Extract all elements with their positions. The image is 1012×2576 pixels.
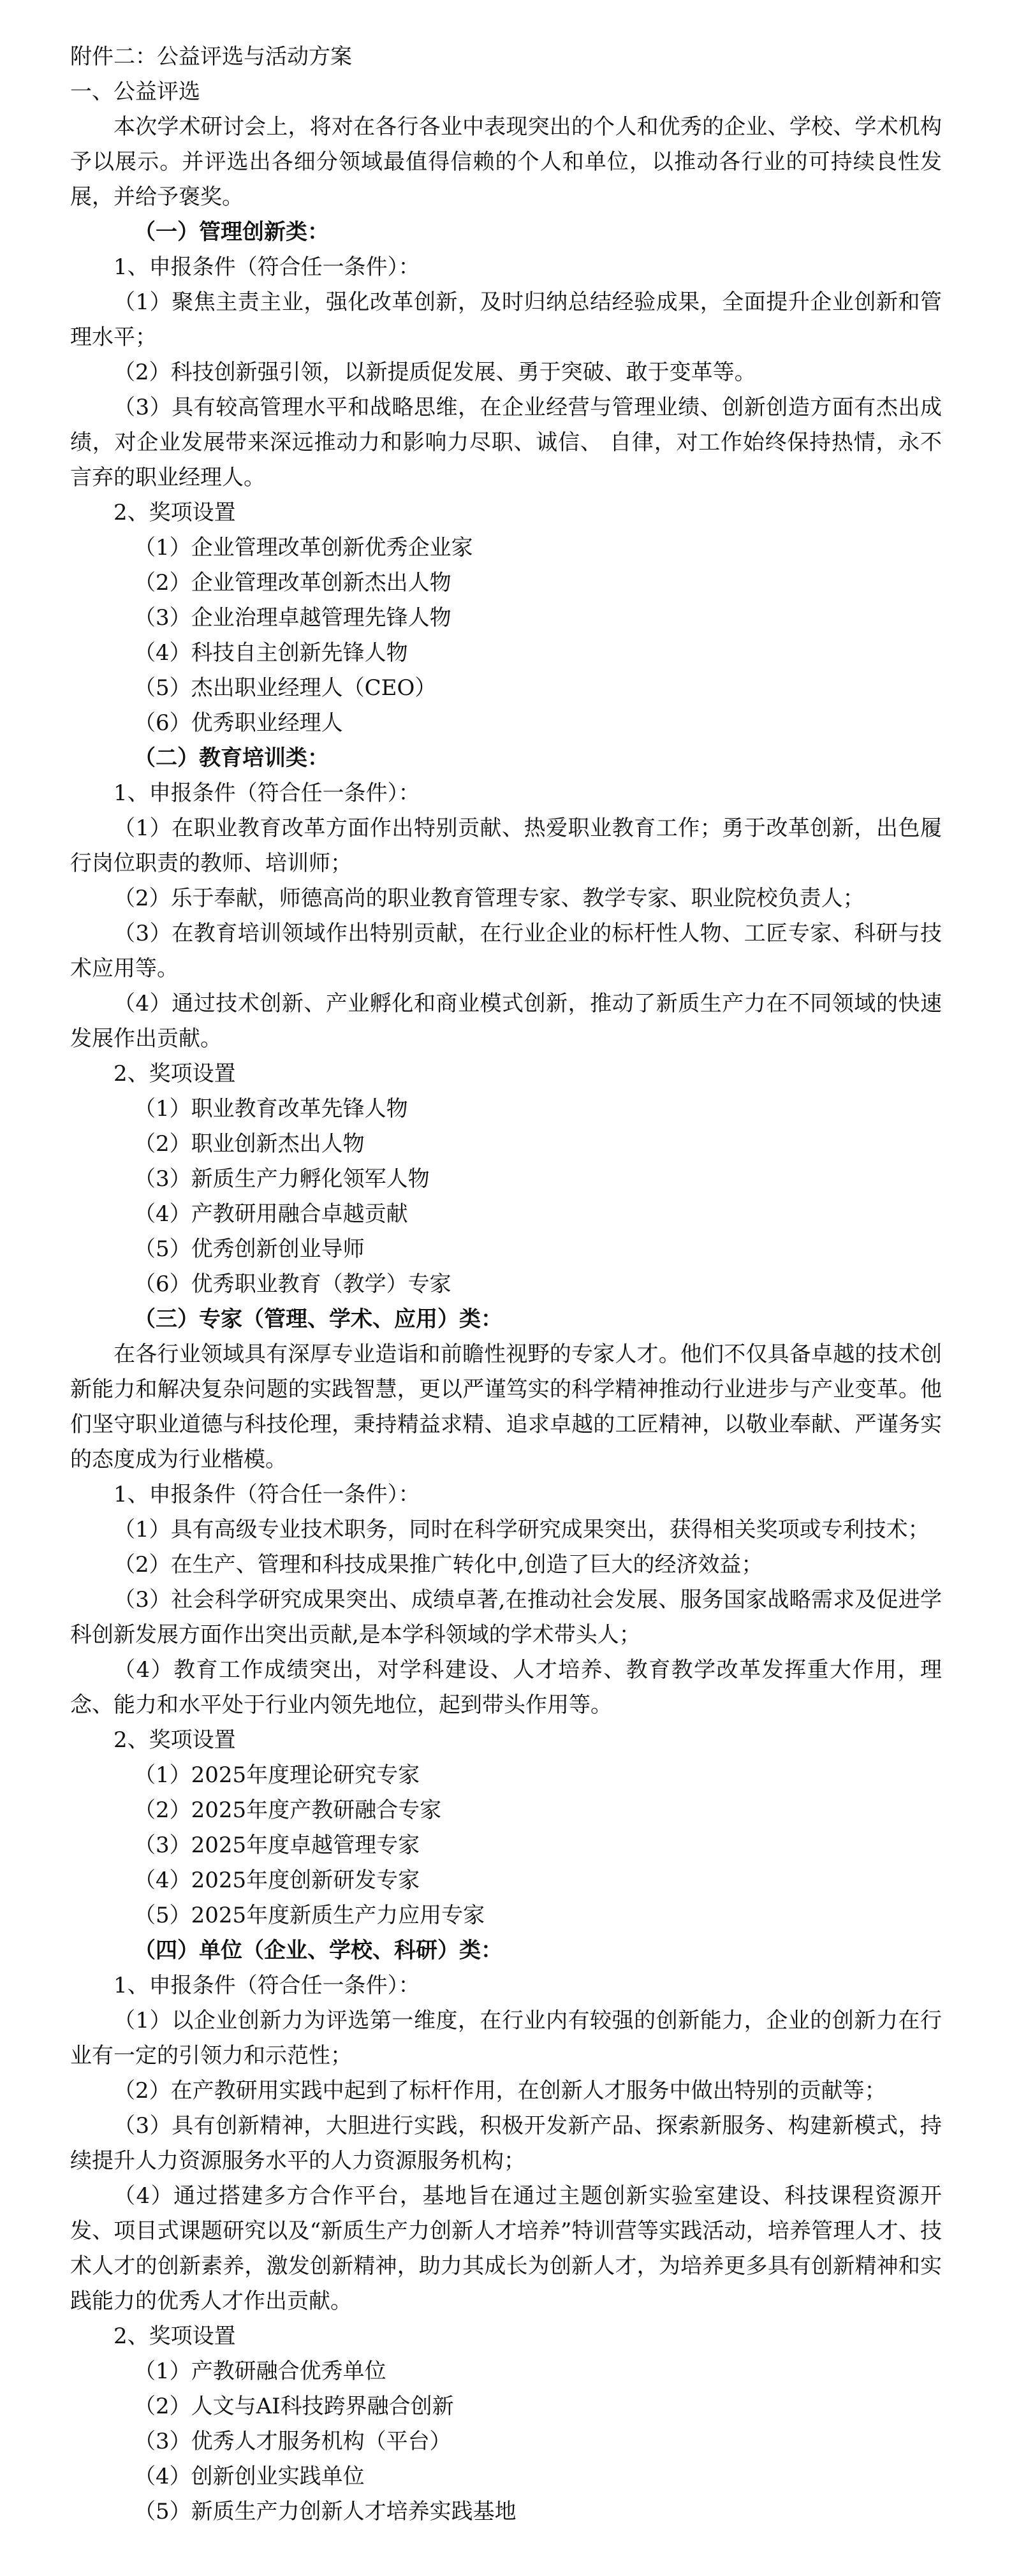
award-item: （1）产教研融合优秀单位 — [134, 2359, 386, 2384]
award-item: （2）企业管理改革创新杰出人物 — [134, 570, 451, 596]
award-item: （1）2025年度理论研究专家 — [134, 1762, 420, 1788]
condition-item: （2）在产教研用实践中起到了标杆作用，在创新人才服务中做出特别的贡献等； — [114, 2078, 886, 2104]
award-item: （5）杰出职业经理人（CEO） — [134, 675, 437, 701]
condition-item: （3）具有创新精神，大胆进行实践，积极开发新产品、探索新服务、构建新模式，持续提升人力资源服务水平的人力资源服务机构； — [70, 2113, 942, 2174]
condition-item: （4）通过技术创新、产业孵化和商业模式创新，推动了新质生产力在不同领域的快速发展作出贡献。 — [70, 991, 942, 1051]
award-item: （3）新质生产力孵化领军人物 — [134, 1166, 430, 1192]
category-intro: 在各行业领域具有深厚专业造诣和前瞻性视野的专家人才。他们不仅具备卓越的技术创新能力和解决复杂问题的实践智慧，更以严谨笃实的科学精神推动行业进步与产业变革。他们坚守职业道德与科技伦理，秉持精益求精、追求卓越的工匠精神，以敬业奉献、严谨务实的态度成为行业楷模。 — [70, 1342, 942, 1472]
award-title: 2、奖项设置 — [114, 1061, 236, 1087]
category-heading: （二）教育培训类： — [134, 745, 329, 771]
award-item: （5）优秀创新创业导师 — [134, 1236, 365, 1262]
award-item: （1）职业教育改革先锋人物 — [134, 1096, 408, 1122]
condition-item: （2）在生产、管理和科技成果推广转化中,创造了巨大的经济效益； — [114, 1552, 763, 1577]
award-title: 2、奖项设置 — [114, 500, 236, 525]
condition-item: （4）通过搭建多方合作平台，基地旨在通过主题创新实验室建设、科技课程资源开发、项目式课题研究以及“新质生产力创新人才培养”特训营等实践活动，培养管理人才、技术人才的创新素养，激发创新精神，助力其成长为创新人才，为培养更多具有创新精神和实践能力的优秀人才作出贡献。 — [70, 2183, 942, 2314]
award-item: （2）职业创新杰出人物 — [134, 1131, 365, 1157]
condition-item: （2）乐于奉献，师德高尚的职业教育管理专家、教学专家、职业院校负责人； — [114, 886, 865, 911]
condition-item: （1）聚焦主责主业，强化改革创新，及时归纳总结经验成果，全面提升企业创新和管理水平； — [70, 289, 942, 350]
category-heading: （三）专家（管理、学术、应用）类： — [134, 1306, 502, 1332]
award-item: （4）创新创业实践单位 — [134, 2464, 365, 2489]
intro-paragraph: 本次学术研讨会上，将对在各行各业中表现突出的个人和优秀的企业、学校、学术机构予以展示。并评选出各细分领域最值得信赖的个人和单位，以推动各行业的可持续良性发展，并给予褒奖。 — [70, 114, 942, 210]
condition-title: 1、申报条件（符合任一条件）： — [114, 254, 420, 280]
condition-title: 1、申报条件（符合任一条件）： — [114, 1482, 420, 1507]
award-item: （3）2025年度卓越管理专家 — [134, 1833, 420, 1858]
condition-item: （4）教育工作成绩突出，对学科建设、人才培养、教育教学改革发挥重大作用，理念、能力和水平处于行业内领先地位，起到带头作用等。 — [70, 1657, 942, 1718]
award-item: （3）优秀人才服务机构（平台） — [134, 2429, 451, 2454]
award-item: （2）人文与AI科技跨界融合创新 — [134, 2394, 454, 2419]
award-item: （6）优秀职业经理人 — [134, 710, 343, 736]
condition-title: 1、申报条件（符合任一条件）： — [114, 1973, 420, 1998]
award-title: 2、奖项设置 — [114, 1727, 236, 1753]
award-item: （6）优秀职业教育（教学）专家 — [134, 1271, 451, 1297]
award-title: 2、奖项设置 — [114, 2324, 236, 2349]
condition-item: （3）在教育培训领域作出特别贡献，在行业企业的标杆性人物、工匠专家、科研与技术应用等。 — [70, 921, 942, 981]
section-heading: 一、公益评选 — [70, 79, 200, 105]
category-heading: （四）单位（企业、学校、科研）类： — [134, 1938, 502, 1963]
condition-item: （1）以企业创新力为评选第一维度，在行业内有较强的创新能力，企业的创新力在行业有一定的引领力和示范性； — [70, 2008, 942, 2068]
condition-item: （3）社会科学研究成果突出、成绩卓著,在推动社会发展、服务国家战略需求及促进学科创新发展方面作出突出贡献,是本学科领域的学术带头人； — [70, 1587, 942, 1648]
award-item: （4）产教研用融合卓越贡献 — [134, 1201, 408, 1227]
document-title: 附件二：公益评选与活动方案 — [70, 44, 352, 70]
category-heading: （一）管理创新类： — [134, 219, 329, 245]
award-item: （1）企业管理改革创新优秀企业家 — [134, 535, 473, 560]
award-item: （5）新质生产力创新人才培养实践基地 — [134, 2499, 517, 2524]
condition-item: （3）具有较高管理水平和战略思维，在企业经营与管理业绩、创新创造方面有杰出成绩，对企业发展带来深远推动力和影响力尽职、诚信、 自律，对工作始终保持热情，永不言弃的职业经理人。 — [70, 395, 942, 490]
award-item: （3）企业治理卓越管理先锋人物 — [134, 605, 451, 631]
condition-item: （1）在职业教育改革方面作出特别贡献、热爱职业教育工作；勇于改革创新，出色履行岗位职责的教师、培训师； — [70, 816, 942, 876]
award-item: （5）2025年度新质生产力应用专家 — [134, 1903, 485, 1928]
condition-item: （1）具有高级专业技术职务，同时在科学研究成果突出，获得相关奖项或专利技术； — [114, 1517, 930, 1542]
condition-title: 1、申报条件（符合任一条件）： — [114, 780, 420, 806]
award-item: （4）2025年度创新研发专家 — [134, 1868, 420, 1893]
condition-item: （2）科技创新强引领，以新提质促发展、勇于突破、敢于变革等。 — [114, 360, 756, 385]
award-item: （4）科技自主创新先锋人物 — [134, 640, 408, 666]
award-item: （2）2025年度产教研融合专家 — [134, 1797, 442, 1823]
